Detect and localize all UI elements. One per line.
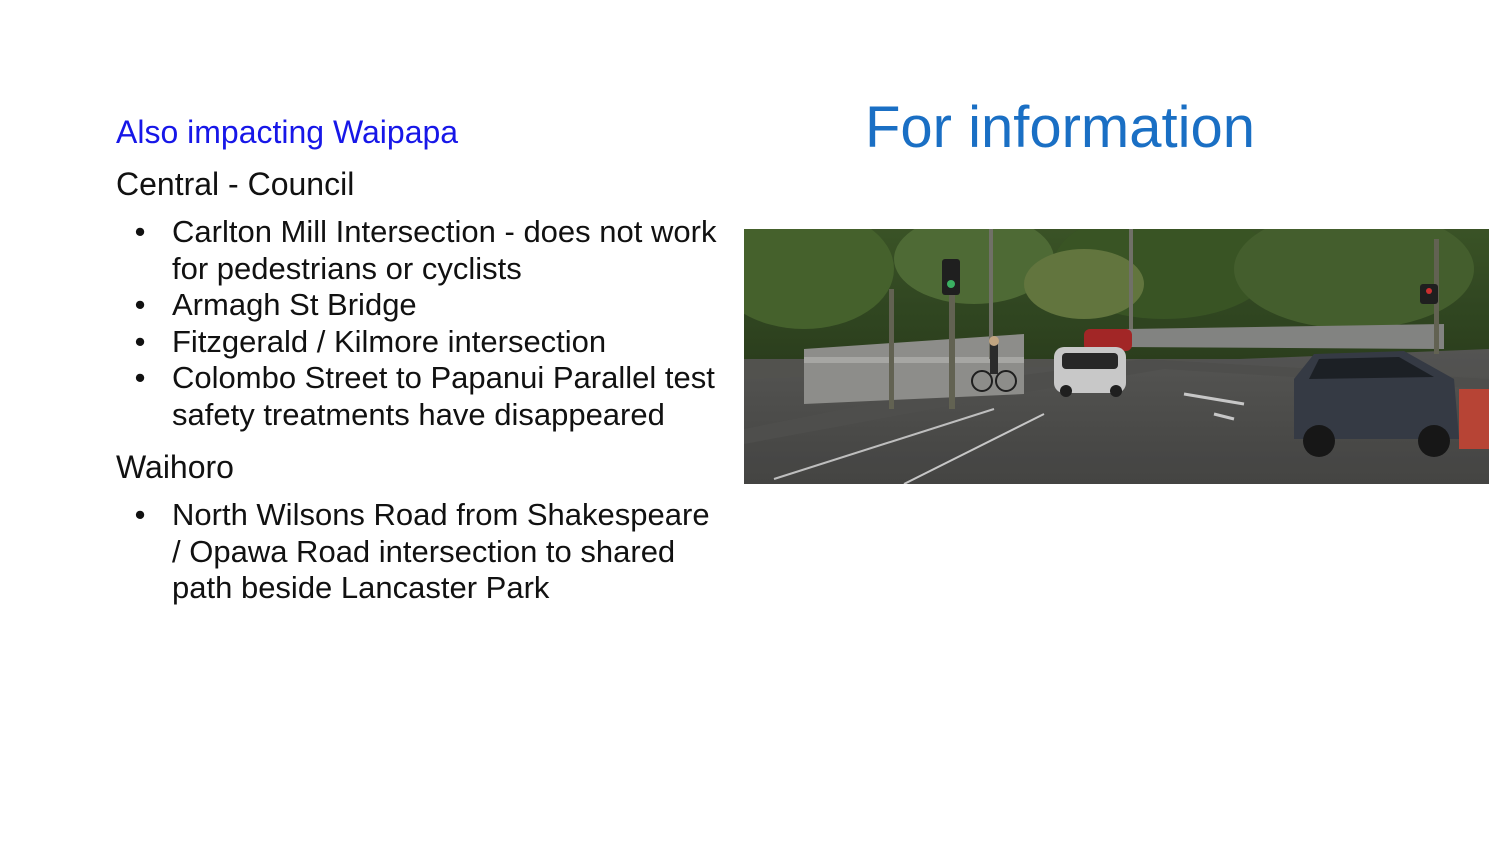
list-item-text: North Wilsons Road from Shakespeare / Opawa Road intersection to shared path beside Lancaster Park — [172, 497, 710, 605]
list-item-text: Carlton Mill Intersection - does not work for pedestrians or cyclists — [172, 214, 717, 286]
list-item-text: Armagh St Bridge — [172, 287, 417, 322]
bullet-icon: • — [134, 287, 146, 322]
slide-content — [116, 112, 726, 621]
bullet-list-waihoro — [116, 497, 726, 607]
street-intersection-photo — [744, 229, 1489, 484]
list-item-text: Colombo Street to Papanui Parallel test safety treatments have disappeared — [172, 360, 715, 432]
section-heading-central: Central - Council — [116, 166, 355, 202]
list-item — [116, 287, 726, 324]
section-heading-waihoro: Waihoro — [116, 449, 234, 485]
list-item-text: Fitzgerald / Kilmore intersection — [172, 323, 607, 359]
bullet-icon: • — [134, 214, 146, 249]
subheading: Also impacting Waipapa — [116, 114, 459, 150]
list-item — [116, 324, 726, 361]
list-item — [116, 214, 726, 287]
bullet-list-central — [116, 214, 726, 433]
list-item — [116, 360, 726, 433]
bullet-icon: • — [134, 360, 146, 395]
bullet-icon: • — [134, 323, 146, 359]
list-item — [116, 497, 726, 607]
slide-title: For information — [864, 95, 1256, 160]
bullet-icon: • — [134, 497, 146, 532]
